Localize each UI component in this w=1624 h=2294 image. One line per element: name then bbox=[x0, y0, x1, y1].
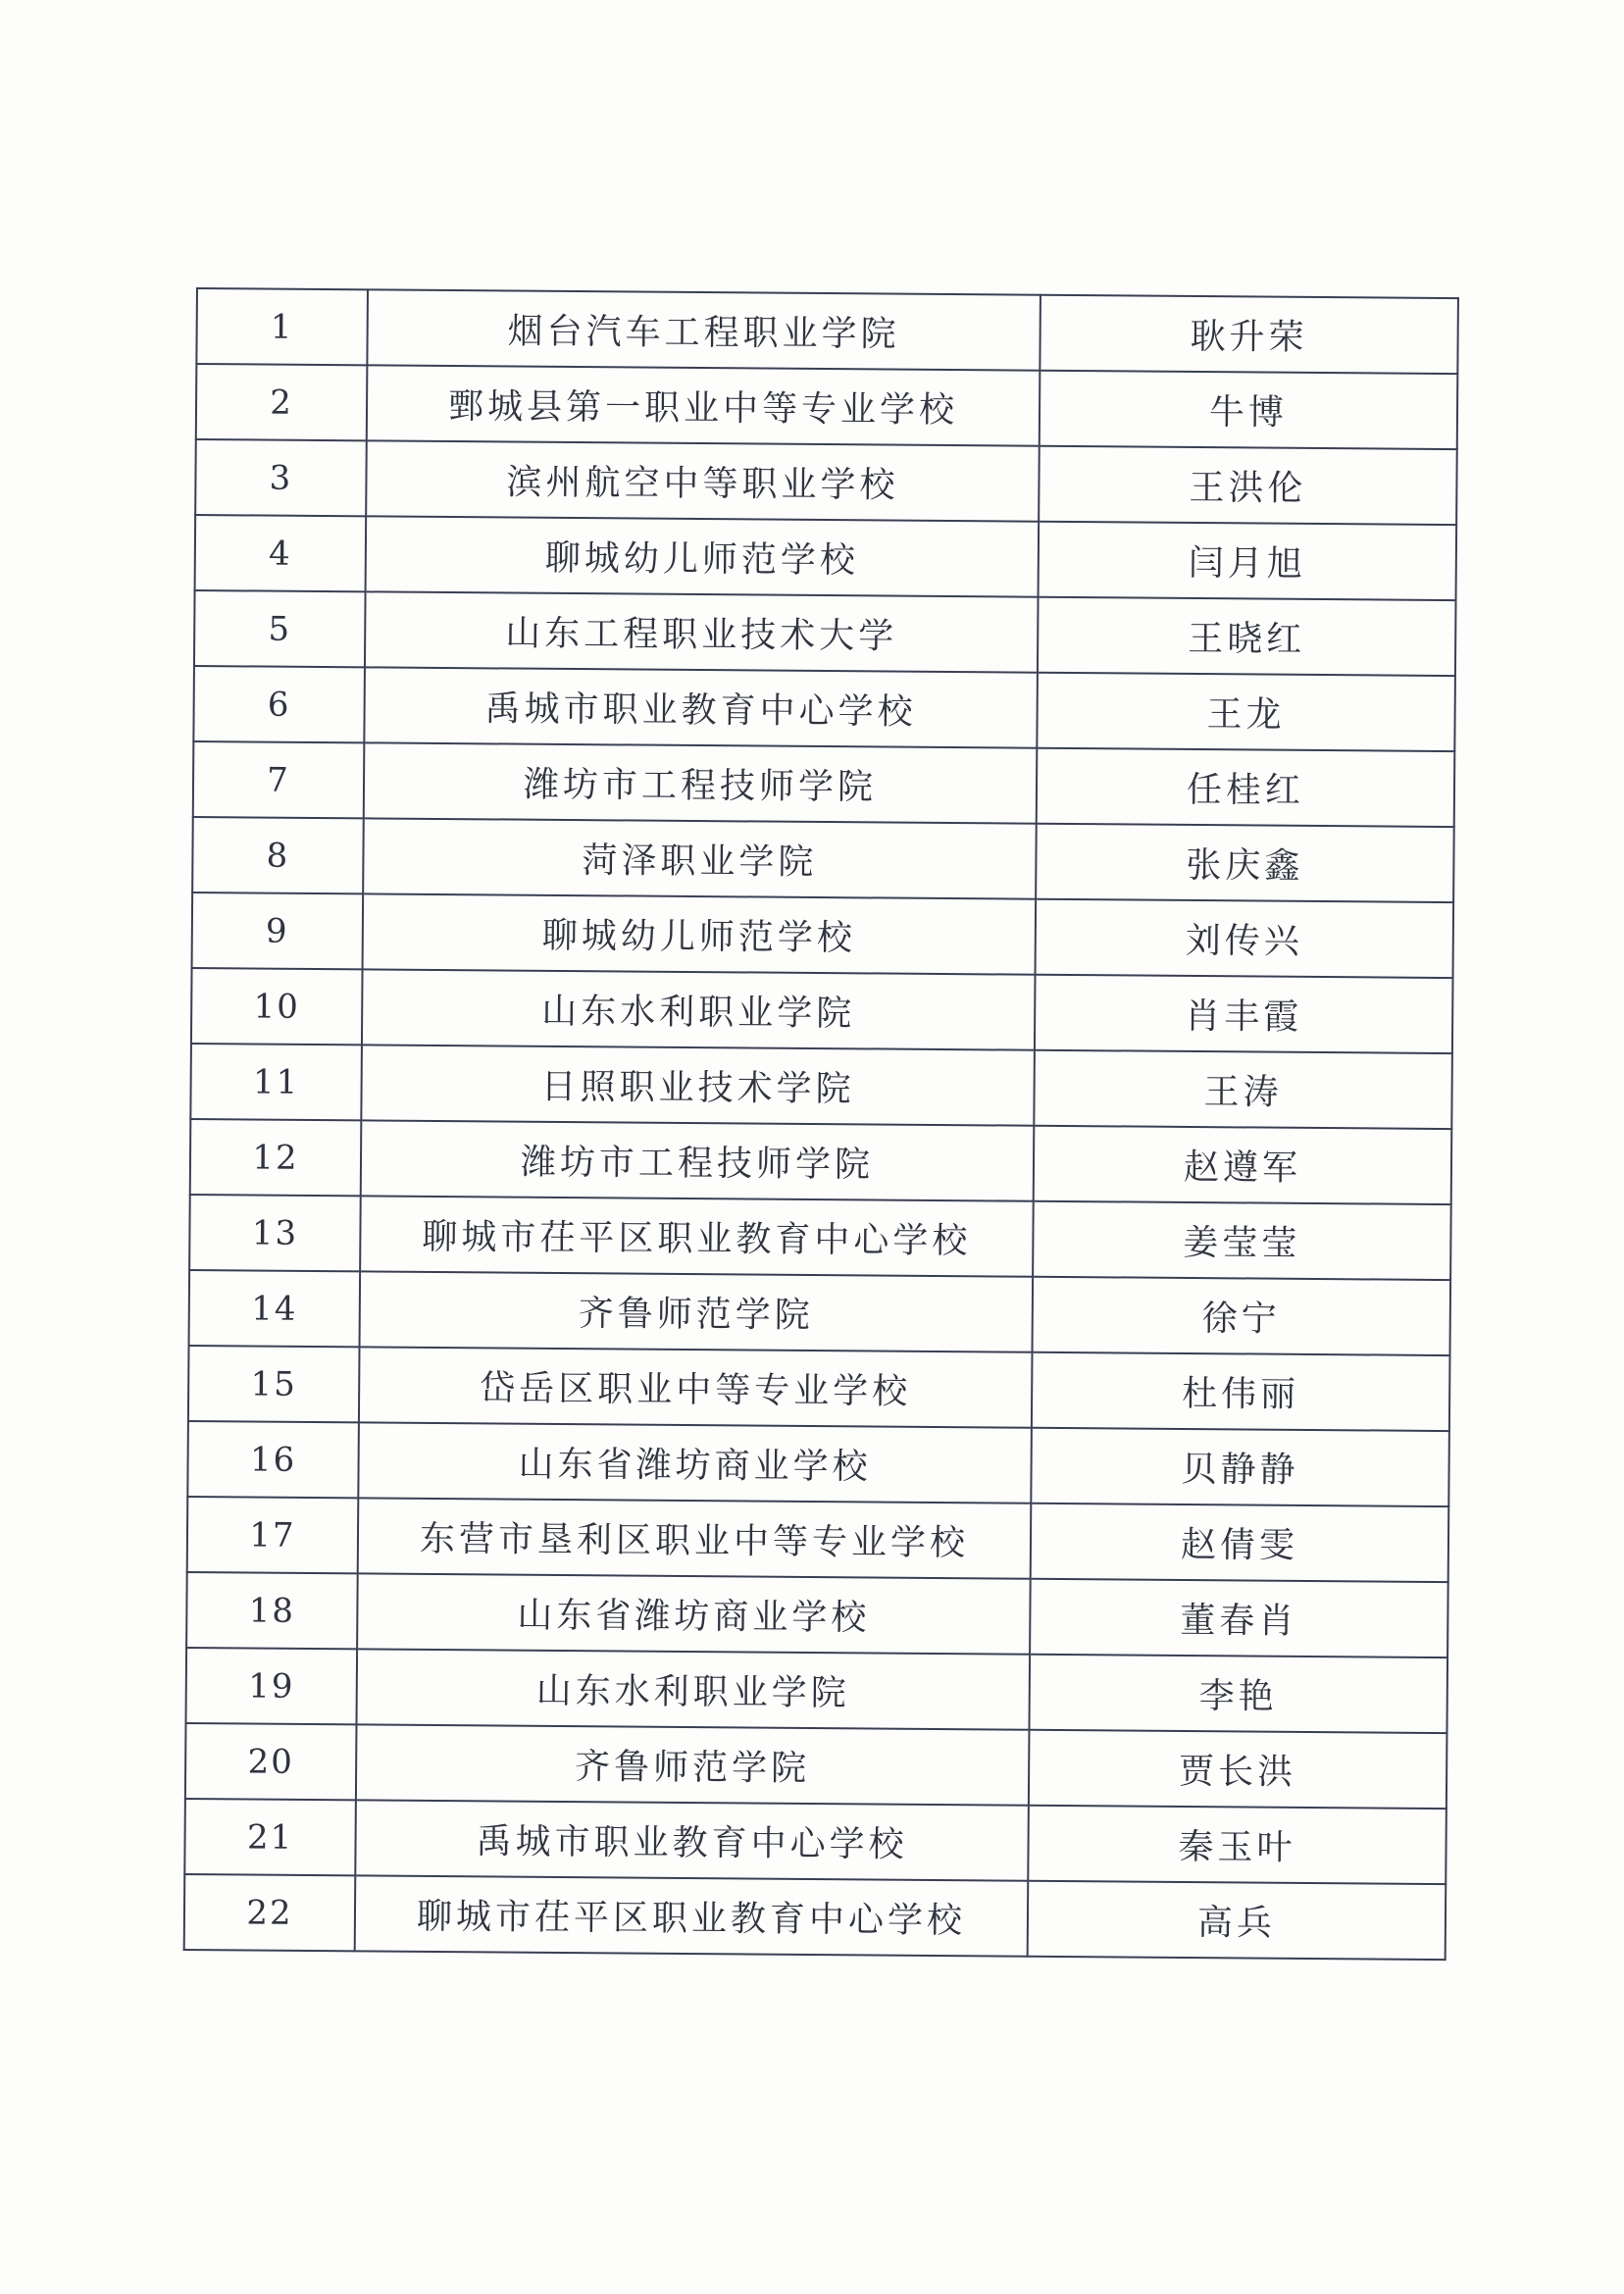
person-name-cell: 杜伟丽 bbox=[1032, 1352, 1450, 1431]
row-number-cell: 16 bbox=[187, 1421, 359, 1498]
person-name-cell: 王洪伦 bbox=[1039, 446, 1457, 525]
school-name-cell: 菏泽职业学院 bbox=[363, 818, 1037, 898]
person-name-cell: 肖丰霞 bbox=[1035, 975, 1453, 1053]
table-row bbox=[193, 741, 1455, 827]
school-name-cell: 山东水利职业学院 bbox=[356, 1649, 1030, 1729]
person-name-cell: 刘传兴 bbox=[1036, 899, 1454, 978]
school-name-cell: 聊城幼儿师范学校 bbox=[363, 893, 1037, 974]
table-row bbox=[195, 515, 1457, 600]
person-name-cell: 秦玉叶 bbox=[1028, 1806, 1446, 1884]
person-name-cell: 姜莹莹 bbox=[1033, 1201, 1451, 1280]
row-number-cell: 10 bbox=[191, 968, 363, 1045]
row-number-cell: 14 bbox=[189, 1270, 361, 1347]
row-number-cell: 20 bbox=[185, 1723, 357, 1800]
row-number-cell: 19 bbox=[186, 1648, 358, 1724]
table-row bbox=[187, 1421, 1449, 1506]
table-row bbox=[186, 1572, 1448, 1657]
row-number-cell: 6 bbox=[193, 666, 365, 742]
school-name-cell: 山东省潍坊商业学校 bbox=[357, 1573, 1031, 1654]
person-name-cell: 高兵 bbox=[1028, 1881, 1446, 1960]
person-name-cell: 徐宁 bbox=[1032, 1277, 1450, 1355]
table-row bbox=[196, 288, 1458, 374]
school-name-cell: 日照职业技术学院 bbox=[361, 1045, 1035, 1125]
person-name-cell: 牛博 bbox=[1040, 371, 1458, 449]
school-name-cell: 山东工程职业技术大学 bbox=[365, 591, 1039, 672]
table-row bbox=[191, 968, 1453, 1053]
school-name-cell: 东营市垦利区职业中等专业学校 bbox=[358, 1498, 1032, 1578]
school-name-cell: 禹城市职业教育中心学校 bbox=[355, 1800, 1029, 1880]
school-name-cell: 齐鲁师范学院 bbox=[356, 1724, 1030, 1805]
school-name-cell: 鄄城县第一职业中等专业学校 bbox=[367, 365, 1040, 445]
table-row bbox=[192, 817, 1454, 902]
row-number-cell: 18 bbox=[186, 1572, 358, 1649]
table-row bbox=[188, 1346, 1450, 1431]
table-row bbox=[185, 1723, 1447, 1809]
person-name-cell: 赵倩雯 bbox=[1031, 1504, 1449, 1582]
person-name-cell: 王龙 bbox=[1037, 673, 1455, 751]
row-number-cell: 11 bbox=[190, 1044, 362, 1120]
school-name-cell: 山东水利职业学院 bbox=[362, 969, 1036, 1049]
school-name-cell: 潍坊市工程技师学院 bbox=[364, 742, 1038, 823]
row-number-cell: 21 bbox=[184, 1799, 356, 1875]
table-row bbox=[190, 1119, 1452, 1204]
school-name-cell: 潍坊市工程技师学院 bbox=[361, 1120, 1035, 1200]
table-row bbox=[189, 1270, 1451, 1355]
row-number-cell: 12 bbox=[190, 1119, 362, 1196]
row-number-cell: 2 bbox=[196, 364, 368, 440]
roster-table bbox=[183, 287, 1459, 1961]
school-name-cell: 山东省潍坊商业学校 bbox=[358, 1422, 1032, 1503]
table-row bbox=[184, 1799, 1446, 1884]
person-name-cell: 贝静静 bbox=[1031, 1428, 1449, 1506]
row-number-cell: 22 bbox=[184, 1874, 356, 1951]
person-name-cell: 闫月旭 bbox=[1039, 522, 1457, 600]
person-name-cell: 耿升荣 bbox=[1040, 295, 1458, 374]
school-name-cell: 禹城市职业教育中心学校 bbox=[364, 667, 1038, 747]
row-number-cell: 4 bbox=[195, 515, 367, 591]
school-name-cell: 岱岳区职业中等专业学校 bbox=[359, 1347, 1033, 1427]
school-name-cell: 烟台汽车工程职业学院 bbox=[367, 289, 1040, 370]
row-number-cell: 9 bbox=[192, 892, 364, 969]
table-row bbox=[196, 364, 1458, 449]
person-name-cell: 张庆鑫 bbox=[1036, 824, 1454, 902]
table-row bbox=[193, 666, 1455, 751]
table-row bbox=[190, 1044, 1452, 1129]
school-name-cell: 聊城市茌平区职业教育中心学校 bbox=[360, 1196, 1034, 1276]
row-number-cell: 1 bbox=[196, 288, 368, 365]
table-row bbox=[187, 1497, 1449, 1582]
row-number-cell: 13 bbox=[189, 1195, 361, 1271]
school-name-cell: 聊城幼儿师范学校 bbox=[366, 516, 1040, 596]
school-name-cell: 齐鲁师范学院 bbox=[360, 1271, 1034, 1351]
person-name-cell: 任桂红 bbox=[1037, 748, 1455, 827]
person-name-cell: 王涛 bbox=[1034, 1050, 1452, 1129]
school-name-cell: 滨州航空中等职业学校 bbox=[366, 440, 1040, 521]
roster-table-body bbox=[184, 288, 1458, 1960]
row-number-cell: 5 bbox=[194, 590, 366, 667]
row-number-cell: 3 bbox=[195, 439, 367, 516]
table-row bbox=[184, 1874, 1446, 1960]
person-name-cell: 王晓红 bbox=[1038, 597, 1456, 676]
table-row bbox=[192, 892, 1454, 978]
row-number-cell: 8 bbox=[192, 817, 364, 893]
row-number-cell: 7 bbox=[193, 741, 365, 818]
table-row bbox=[186, 1648, 1448, 1733]
table-row bbox=[194, 590, 1456, 676]
person-name-cell: 贾长洪 bbox=[1029, 1730, 1447, 1809]
table-row bbox=[189, 1195, 1451, 1280]
table-row bbox=[195, 439, 1457, 525]
person-name-cell: 董春肖 bbox=[1030, 1579, 1448, 1657]
row-number-cell: 17 bbox=[187, 1497, 359, 1573]
person-name-cell: 李艳 bbox=[1029, 1655, 1447, 1733]
school-name-cell: 聊城市茌平区职业教育中心学校 bbox=[355, 1875, 1029, 1956]
row-number-cell: 15 bbox=[188, 1346, 360, 1422]
person-name-cell: 赵遵军 bbox=[1034, 1126, 1452, 1204]
